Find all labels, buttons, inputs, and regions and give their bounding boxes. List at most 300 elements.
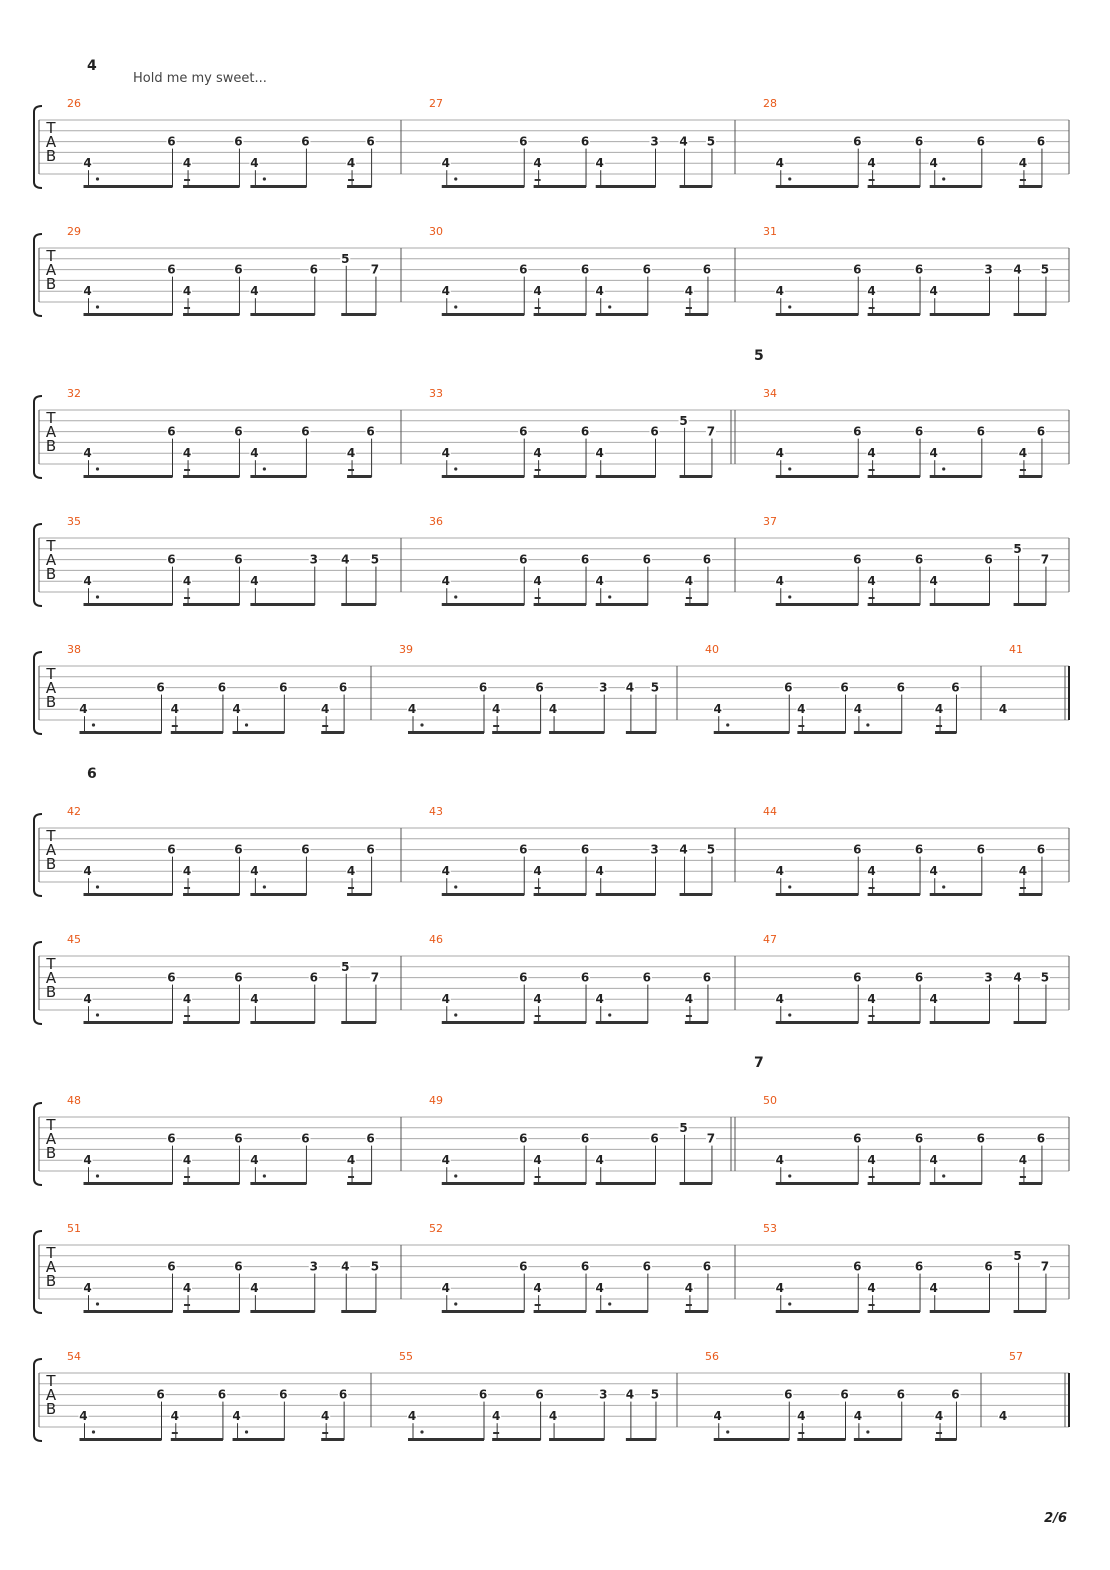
note-beam: [596, 1310, 648, 1313]
note-beam: [868, 1182, 920, 1185]
note-beam: [1014, 1021, 1046, 1024]
fret-number: 6: [580, 134, 590, 149]
fret-number: 6: [580, 552, 590, 567]
tab-clef-letter: A: [45, 1386, 57, 1404]
sixteenth-beam-stub: [1020, 179, 1026, 181]
note-beam: [84, 1310, 173, 1313]
fret-number: 4: [929, 284, 938, 299]
fret-number: 6: [976, 424, 986, 439]
note-beam: [408, 1438, 484, 1441]
note-beam: [797, 731, 845, 734]
measure-number: 42: [67, 805, 81, 818]
fret-number: 6: [853, 842, 862, 857]
tab-clef-letter: B: [45, 1144, 57, 1162]
note-beam: [680, 1182, 712, 1185]
fret-number: 6: [914, 134, 924, 149]
sixteenth-beam-stub: [686, 597, 692, 599]
note-beam: [776, 185, 858, 188]
dotted-note-dot: [454, 1174, 457, 1177]
measure-number: 31: [763, 225, 777, 238]
note-beam: [347, 1182, 372, 1185]
note-beam: [776, 603, 858, 606]
fret-number: 4: [83, 1153, 92, 1168]
measure-number: 51: [67, 1222, 81, 1235]
system-bracket: [34, 106, 42, 188]
note-beam: [408, 731, 484, 734]
fret-number: 4: [407, 1409, 417, 1424]
measure-number: 27: [429, 97, 443, 110]
note-beam: [596, 475, 656, 478]
note-beam: [442, 1182, 524, 1185]
fret-number: 4: [713, 1409, 722, 1424]
dotted-note-dot: [420, 1430, 423, 1433]
sixteenth-beam-stub: [535, 1304, 541, 1306]
tab-clef-letter: A: [45, 551, 57, 569]
measure-number: 41: [1009, 643, 1023, 656]
fret-number: 6: [580, 1131, 590, 1146]
note-beam: [84, 185, 173, 188]
fret-number: 4: [929, 1153, 938, 1168]
sixteenth-beam-stub: [869, 1015, 875, 1017]
fret-number: 4: [83, 992, 92, 1007]
sixteenth-beam-stub: [184, 1015, 190, 1017]
measure-number: 45: [67, 933, 81, 946]
sixteenth-beam-stub: [348, 887, 354, 889]
fret-number: 4: [775, 992, 784, 1007]
fret-number: 5: [341, 959, 350, 974]
fret-number: 4: [83, 156, 92, 171]
note-beam: [347, 893, 372, 896]
fret-number: 4: [407, 702, 417, 717]
dotted-note-dot: [454, 305, 457, 308]
dotted-note-dot: [726, 723, 729, 726]
fret-number: 5: [1040, 970, 1050, 985]
fret-number: 6: [234, 552, 243, 567]
note-beam: [534, 1310, 586, 1313]
dotted-note-dot: [420, 723, 423, 726]
fret-number: 6: [535, 680, 544, 695]
note-beam: [183, 313, 239, 316]
fret-number: 4: [533, 1153, 542, 1168]
fret-number: 6: [338, 1387, 348, 1402]
tab-clef-letter: B: [45, 983, 57, 1001]
note-beam: [685, 603, 708, 606]
note-beam: [84, 1182, 173, 1185]
note-beam: [341, 603, 376, 606]
note-beam: [84, 475, 173, 478]
note-beam: [341, 1310, 376, 1313]
measure-number: 39: [399, 643, 413, 656]
fret-number: 6: [279, 680, 288, 695]
fret-number: 6: [702, 970, 712, 985]
note-beam: [868, 475, 920, 478]
note-beam: [534, 1021, 586, 1024]
fret-number: 6: [156, 680, 165, 695]
sixteenth-beam-stub: [348, 179, 354, 181]
fret-number: 4: [625, 680, 635, 695]
sixteenth-beam-stub: [535, 469, 541, 471]
dotted-note-dot: [942, 1174, 945, 1177]
sixteenth-beam-stub: [184, 1304, 190, 1306]
fret-number: 4: [250, 864, 259, 879]
system-bracket: [34, 652, 42, 734]
tab-clef-letter: A: [45, 261, 57, 279]
fret-number: 7: [1040, 552, 1050, 567]
note-beam: [776, 1182, 858, 1185]
fret-number: 6: [167, 134, 176, 149]
fret-number: 6: [366, 424, 375, 439]
tab-clef-letter: T: [46, 537, 56, 555]
note-beam: [183, 185, 239, 188]
fret-number: 6: [642, 970, 652, 985]
tab-clef-letter: T: [46, 119, 56, 137]
system-bracket: [34, 942, 42, 1024]
fret-number: 4: [232, 702, 241, 717]
dotted-note-dot: [942, 177, 945, 180]
note-beam: [930, 185, 982, 188]
note-beam: [596, 313, 648, 316]
fret-number: 4: [867, 284, 876, 299]
note-beam: [930, 475, 982, 478]
sixteenth-beam-stub: [869, 887, 875, 889]
fret-number: 6: [234, 1131, 243, 1146]
dotted-note-dot: [788, 467, 791, 470]
fret-number: 4: [250, 156, 259, 171]
tab-clef-letter: B: [45, 565, 57, 583]
section-marker: 7: [754, 1055, 764, 1071]
sixteenth-beam-stub: [869, 597, 875, 599]
sixteenth-beam-stub: [798, 725, 804, 727]
note-beam: [492, 731, 540, 734]
fret-number: 4: [625, 1387, 635, 1402]
measure-number: 55: [399, 1350, 413, 1363]
fret-number: 3: [599, 680, 608, 695]
fret-number: 6: [914, 1131, 924, 1146]
sixteenth-beam-stub: [686, 307, 692, 309]
dotted-note-dot: [96, 885, 99, 888]
fret-number: 4: [929, 864, 938, 879]
sixteenth-beam-stub: [184, 307, 190, 309]
fret-number: 6: [519, 262, 528, 277]
fret-number: 6: [309, 970, 318, 985]
note-beam: [79, 731, 161, 734]
fret-number: 4: [170, 702, 179, 717]
note-beam: [341, 313, 376, 316]
sixteenth-beam-stub: [184, 179, 190, 181]
system-bracket: [34, 234, 42, 316]
note-beam: [626, 1438, 656, 1441]
fret-number: 6: [519, 970, 528, 985]
note-beam: [250, 475, 306, 478]
fret-number: 4: [929, 574, 938, 589]
fret-number: 4: [595, 864, 604, 879]
sixteenth-beam-stub: [686, 1304, 692, 1306]
fret-number: 4: [775, 284, 784, 299]
note-beam: [868, 603, 920, 606]
fret-number: 4: [867, 864, 876, 879]
fret-number: 6: [642, 1259, 652, 1274]
fret-number: 4: [232, 1409, 241, 1424]
fret-number: 4: [533, 574, 542, 589]
note-beam: [776, 313, 858, 316]
note-beam: [776, 1310, 858, 1313]
sixteenth-beam-stub: [322, 1432, 328, 1434]
fret-number: 4: [346, 446, 356, 461]
note-beam: [171, 731, 223, 734]
note-beam: [680, 185, 712, 188]
fret-number: 4: [595, 156, 604, 171]
fret-number: 4: [595, 574, 604, 589]
fret-number: 6: [853, 1259, 862, 1274]
note-beam: [1014, 313, 1046, 316]
fret-number: 4: [775, 864, 784, 879]
measure-number: 47: [763, 933, 777, 946]
note-beam: [183, 1021, 239, 1024]
fret-number: 5: [370, 552, 380, 567]
measure-number: 56: [705, 1350, 719, 1363]
fret-number: 6: [840, 680, 849, 695]
tab-clef-letter: T: [46, 1244, 56, 1262]
dotted-note-dot: [92, 1430, 95, 1433]
fret-number: 6: [914, 262, 924, 277]
sixteenth-beam-stub: [535, 307, 541, 309]
fret-number: 5: [1040, 262, 1050, 277]
fret-number: 6: [301, 424, 310, 439]
note-beam: [171, 1438, 223, 1441]
sixteenth-beam-stub: [1020, 469, 1026, 471]
sixteenth-beam-stub: [869, 1176, 875, 1178]
dotted-note-dot: [263, 467, 266, 470]
fret-number: 4: [595, 446, 604, 461]
fret-number: 4: [595, 992, 604, 1007]
note-beam: [84, 1021, 173, 1024]
fret-number: 3: [599, 1387, 608, 1402]
tab-clef-letter: B: [45, 855, 57, 873]
measure-number: 54: [67, 1350, 81, 1363]
sixteenth-beam-stub: [493, 1432, 499, 1434]
note-beam: [776, 893, 858, 896]
fret-number: 4: [867, 574, 876, 589]
fret-number: 4: [170, 1409, 179, 1424]
fret-number: 3: [309, 552, 318, 567]
fret-number: 4: [250, 446, 259, 461]
fret-number: 6: [702, 1259, 712, 1274]
fret-number: 4: [441, 446, 450, 461]
note-beam: [347, 475, 372, 478]
fret-number: 4: [595, 1153, 604, 1168]
fret-number: 4: [684, 574, 694, 589]
note-beam: [341, 1021, 376, 1024]
fret-number: 5: [1013, 541, 1022, 556]
fret-number: 6: [234, 424, 243, 439]
fret-number: 7: [706, 424, 716, 439]
system-bracket: [34, 814, 42, 896]
sixteenth-beam-stub: [172, 1432, 178, 1434]
fret-number: 6: [840, 1387, 849, 1402]
dotted-note-dot: [788, 177, 791, 180]
fret-number: 4: [679, 842, 688, 857]
dotted-note-dot: [92, 723, 95, 726]
note-beam: [596, 893, 656, 896]
note-beam: [930, 1310, 990, 1313]
note-beam: [1014, 1310, 1046, 1313]
fret-number: 6: [853, 262, 862, 277]
note-beam: [534, 313, 586, 316]
note-beam: [250, 1310, 314, 1313]
note-beam: [868, 1310, 920, 1313]
fret-number: 4: [321, 702, 330, 717]
dotted-note-dot: [788, 1013, 791, 1016]
fret-number: 6: [167, 424, 176, 439]
fret-number: 4: [867, 1153, 876, 1168]
tab-clef-letter: A: [45, 679, 57, 697]
measure-number: 34: [763, 387, 777, 400]
dotted-note-dot: [942, 885, 945, 888]
fret-number: 4: [441, 156, 450, 171]
system-bracket: [34, 1359, 42, 1441]
fret-number: 6: [1036, 842, 1046, 857]
note-beam: [183, 1182, 239, 1185]
fret-number: 6: [914, 970, 924, 985]
measure-number: 50: [763, 1094, 777, 1107]
fret-number: 4: [929, 446, 938, 461]
system-bracket: [34, 396, 42, 478]
fret-number: 6: [519, 424, 528, 439]
fret-number: 6: [580, 970, 590, 985]
fret-number: 6: [976, 842, 986, 857]
fret-number: 6: [301, 842, 310, 857]
note-beam: [714, 731, 790, 734]
fret-number: 5: [650, 680, 660, 695]
fret-number: 4: [346, 1153, 356, 1168]
dotted-note-dot: [96, 177, 99, 180]
note-beam: [930, 893, 982, 896]
dotted-note-dot: [726, 1430, 729, 1433]
dotted-note-dot: [96, 1013, 99, 1016]
fret-number: 4: [929, 156, 938, 171]
fret-number: 4: [182, 446, 192, 461]
note-beam: [935, 731, 956, 734]
fret-number: 4: [1018, 1153, 1028, 1168]
fret-number: 4: [775, 1153, 784, 1168]
dotted-note-dot: [454, 1302, 457, 1305]
dotted-note-dot: [454, 177, 457, 180]
fret-number: 6: [366, 842, 375, 857]
fret-number: 6: [914, 552, 924, 567]
fret-number: 4: [934, 702, 944, 717]
fret-number: 6: [784, 680, 793, 695]
fret-number: 4: [491, 1409, 501, 1424]
section-marker: 5: [754, 348, 764, 364]
fret-number: 4: [250, 1153, 259, 1168]
note-beam: [534, 1182, 586, 1185]
sixteenth-beam-stub: [348, 469, 354, 471]
fret-number: 4: [182, 156, 192, 171]
tab-clef-letter: T: [46, 1372, 56, 1390]
fret-number: 6: [338, 680, 348, 695]
fret-number: 6: [309, 262, 318, 277]
fret-number: 4: [998, 1409, 1008, 1424]
fret-number: 6: [478, 680, 488, 695]
note-beam: [79, 1438, 161, 1441]
fret-number: 4: [250, 992, 259, 1007]
measure-number: 33: [429, 387, 443, 400]
note-beam: [534, 893, 586, 896]
dotted-note-dot: [608, 595, 611, 598]
measure-number: 32: [67, 387, 81, 400]
measure-number: 43: [429, 805, 443, 818]
note-beam: [680, 893, 712, 896]
dotted-note-dot: [96, 1302, 99, 1305]
fret-number: 4: [83, 1281, 92, 1296]
tab-clef-letter: T: [46, 665, 56, 683]
fret-number: 3: [309, 1259, 318, 1274]
sixteenth-beam-stub: [535, 1015, 541, 1017]
fret-number: 6: [301, 134, 310, 149]
dotted-note-dot: [245, 1430, 248, 1433]
fret-number: 4: [867, 156, 876, 171]
note-beam: [797, 1438, 845, 1441]
fret-number: 4: [83, 864, 92, 879]
fret-number: 6: [519, 1259, 528, 1274]
fret-number: 6: [853, 970, 862, 985]
fret-number: 4: [83, 446, 92, 461]
fret-number: 4: [1018, 446, 1028, 461]
fret-number: 5: [706, 842, 716, 857]
fret-number: 4: [533, 284, 542, 299]
note-beam: [84, 313, 173, 316]
note-beam: [1014, 603, 1046, 606]
fret-number: 6: [1036, 1131, 1046, 1146]
system-bracket: [34, 524, 42, 606]
fret-number: 4: [533, 156, 542, 171]
measure-number: 29: [67, 225, 81, 238]
note-beam: [442, 313, 524, 316]
fret-number: 6: [853, 552, 862, 567]
fret-number: 4: [853, 702, 863, 717]
fret-number: 6: [853, 1131, 862, 1146]
fret-number: 6: [853, 134, 862, 149]
note-beam: [930, 1182, 982, 1185]
sixteenth-beam-stub: [869, 307, 875, 309]
fret-number: 4: [1018, 156, 1028, 171]
note-beam: [321, 1438, 344, 1441]
fret-number: 6: [642, 552, 652, 567]
fret-number: 6: [234, 134, 243, 149]
fret-number: 4: [867, 992, 876, 1007]
note-beam: [930, 313, 990, 316]
tab-clef-letter: B: [45, 147, 57, 165]
fret-number: 5: [370, 1259, 380, 1274]
fret-number: 6: [366, 134, 375, 149]
note-beam: [685, 1310, 708, 1313]
fret-number: 6: [366, 1131, 375, 1146]
fret-number: 4: [595, 284, 604, 299]
tab-clef-letter: A: [45, 423, 57, 441]
note-beam: [347, 185, 372, 188]
note-beam: [84, 893, 173, 896]
fret-number: 4: [341, 552, 350, 567]
dotted-note-dot: [454, 467, 457, 470]
tab-clef-letter: A: [45, 1258, 57, 1276]
measure-number: 40: [705, 643, 719, 656]
fret-number: 4: [441, 1281, 450, 1296]
dotted-note-dot: [608, 1302, 611, 1305]
fret-number: 4: [775, 574, 784, 589]
tab-clef-letter: T: [46, 409, 56, 427]
fret-number: 6: [535, 1387, 544, 1402]
dotted-note-dot: [866, 723, 869, 726]
